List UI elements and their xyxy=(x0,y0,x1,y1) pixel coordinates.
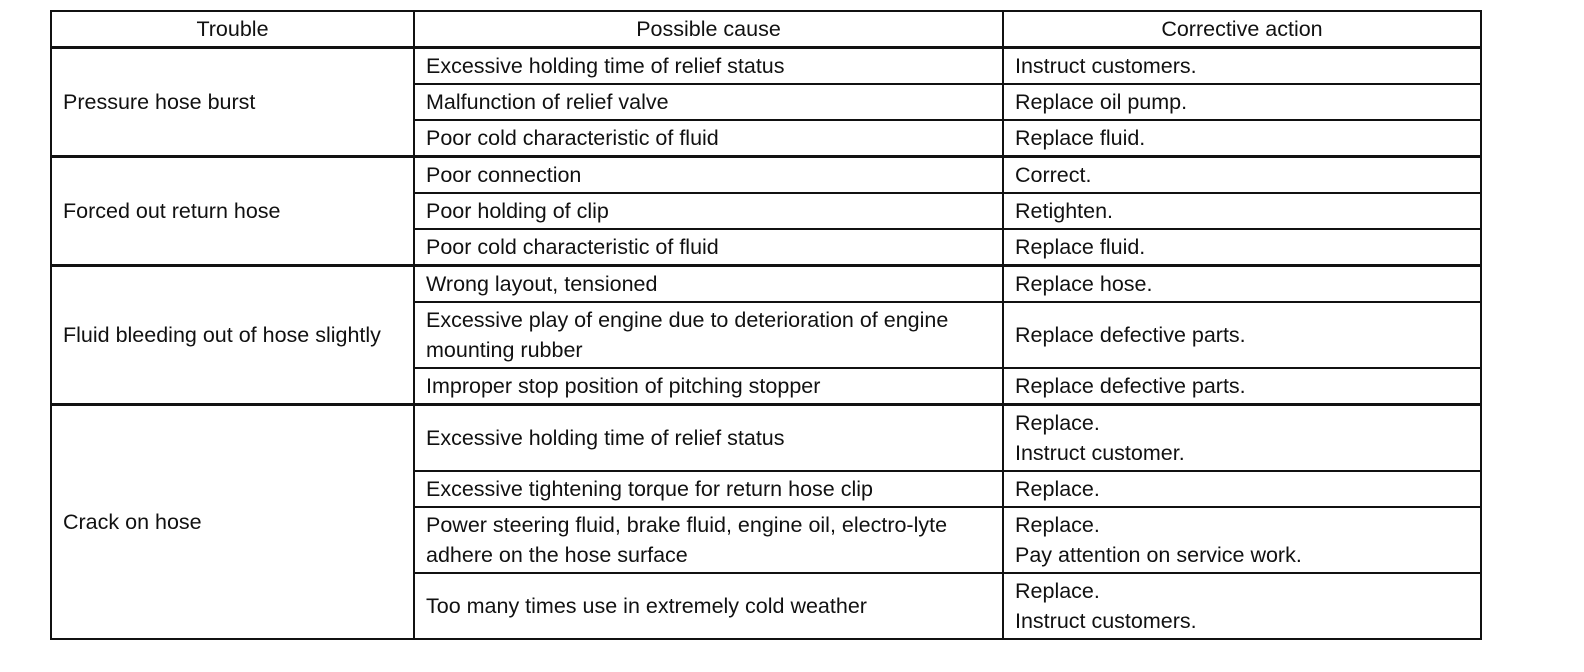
cause-cell: Poor holding of clip xyxy=(414,193,1003,229)
action-line: Replace defective parts. xyxy=(1015,374,1246,398)
cause-cell: Poor cold characteristic of fluid xyxy=(414,229,1003,266)
action-cell xyxy=(1003,405,1481,472)
cause-cell: Too many times use in extremely cold weather xyxy=(414,573,1003,639)
action-cell xyxy=(1003,507,1481,573)
action-line: Instruct customers. xyxy=(1015,609,1197,633)
trouble-cell: Pressure hose burst xyxy=(51,48,414,157)
table-row xyxy=(51,266,1481,303)
action-line: Replace. xyxy=(1015,477,1100,501)
table-header xyxy=(51,11,1481,48)
cause-cell: Wrong layout, tensioned xyxy=(414,266,1003,303)
action-line: Replace. xyxy=(1015,513,1100,537)
cause-cell: Poor connection xyxy=(414,157,1003,194)
header-possible-cause: Possible cause xyxy=(414,11,1003,48)
cause-cell: Excessive holding time of relief status xyxy=(414,405,1003,472)
action-line: Correct. xyxy=(1015,163,1092,187)
action-cell xyxy=(1003,573,1481,639)
header-trouble: Trouble xyxy=(51,11,414,48)
action-line: Instruct customer. xyxy=(1015,441,1185,465)
trouble-group xyxy=(51,266,1481,405)
troubleshooting-table xyxy=(50,10,1482,640)
trouble-cell: Fluid bleeding out of hose slightly xyxy=(51,266,414,405)
trouble-group xyxy=(51,48,1481,157)
cause-cell: Poor cold characteristic of fluid xyxy=(414,120,1003,157)
cause-cell: Excessive tightening torque for return hose clip xyxy=(414,471,1003,507)
action-cell xyxy=(1003,48,1481,85)
trouble-group xyxy=(51,157,1481,266)
action-line: Replace. xyxy=(1015,579,1100,603)
action-cell xyxy=(1003,368,1481,405)
trouble-group xyxy=(51,405,1481,640)
action-cell xyxy=(1003,302,1481,368)
cause-cell: Malfunction of relief valve xyxy=(414,84,1003,120)
action-line: Replace fluid. xyxy=(1015,126,1146,150)
action-line: Replace. xyxy=(1015,411,1100,435)
header-row xyxy=(51,11,1481,48)
action-line: Replace fluid. xyxy=(1015,235,1146,259)
cause-cell: Power steering fluid, brake fluid, engine oil, electro-lyte adhere on the hose surface xyxy=(414,507,1003,573)
action-line: Replace hose. xyxy=(1015,272,1153,296)
header-corrective-action: Corrective action xyxy=(1003,11,1481,48)
action-line: Replace oil pump. xyxy=(1015,90,1188,114)
action-cell xyxy=(1003,120,1481,157)
action-cell xyxy=(1003,84,1481,120)
table-row xyxy=(51,157,1481,194)
action-line: Retighten. xyxy=(1015,199,1114,223)
action-line: Replace defective parts. xyxy=(1015,323,1246,347)
table-row xyxy=(51,48,1481,85)
action-line: Instruct customers. xyxy=(1015,54,1197,78)
table-row xyxy=(51,405,1481,472)
action-line: Pay attention on service work. xyxy=(1015,543,1302,567)
action-cell xyxy=(1003,229,1481,266)
action-cell xyxy=(1003,157,1481,194)
cause-cell: Improper stop position of pitching stopper xyxy=(414,368,1003,405)
trouble-cell: Crack on hose xyxy=(51,405,414,640)
action-cell xyxy=(1003,193,1481,229)
action-cell xyxy=(1003,266,1481,303)
cause-cell: Excessive play of engine due to deterioration of engine mounting rubber xyxy=(414,302,1003,368)
cause-cell: Excessive holding time of relief status xyxy=(414,48,1003,85)
trouble-cell: Forced out return hose xyxy=(51,157,414,266)
action-cell xyxy=(1003,471,1481,507)
